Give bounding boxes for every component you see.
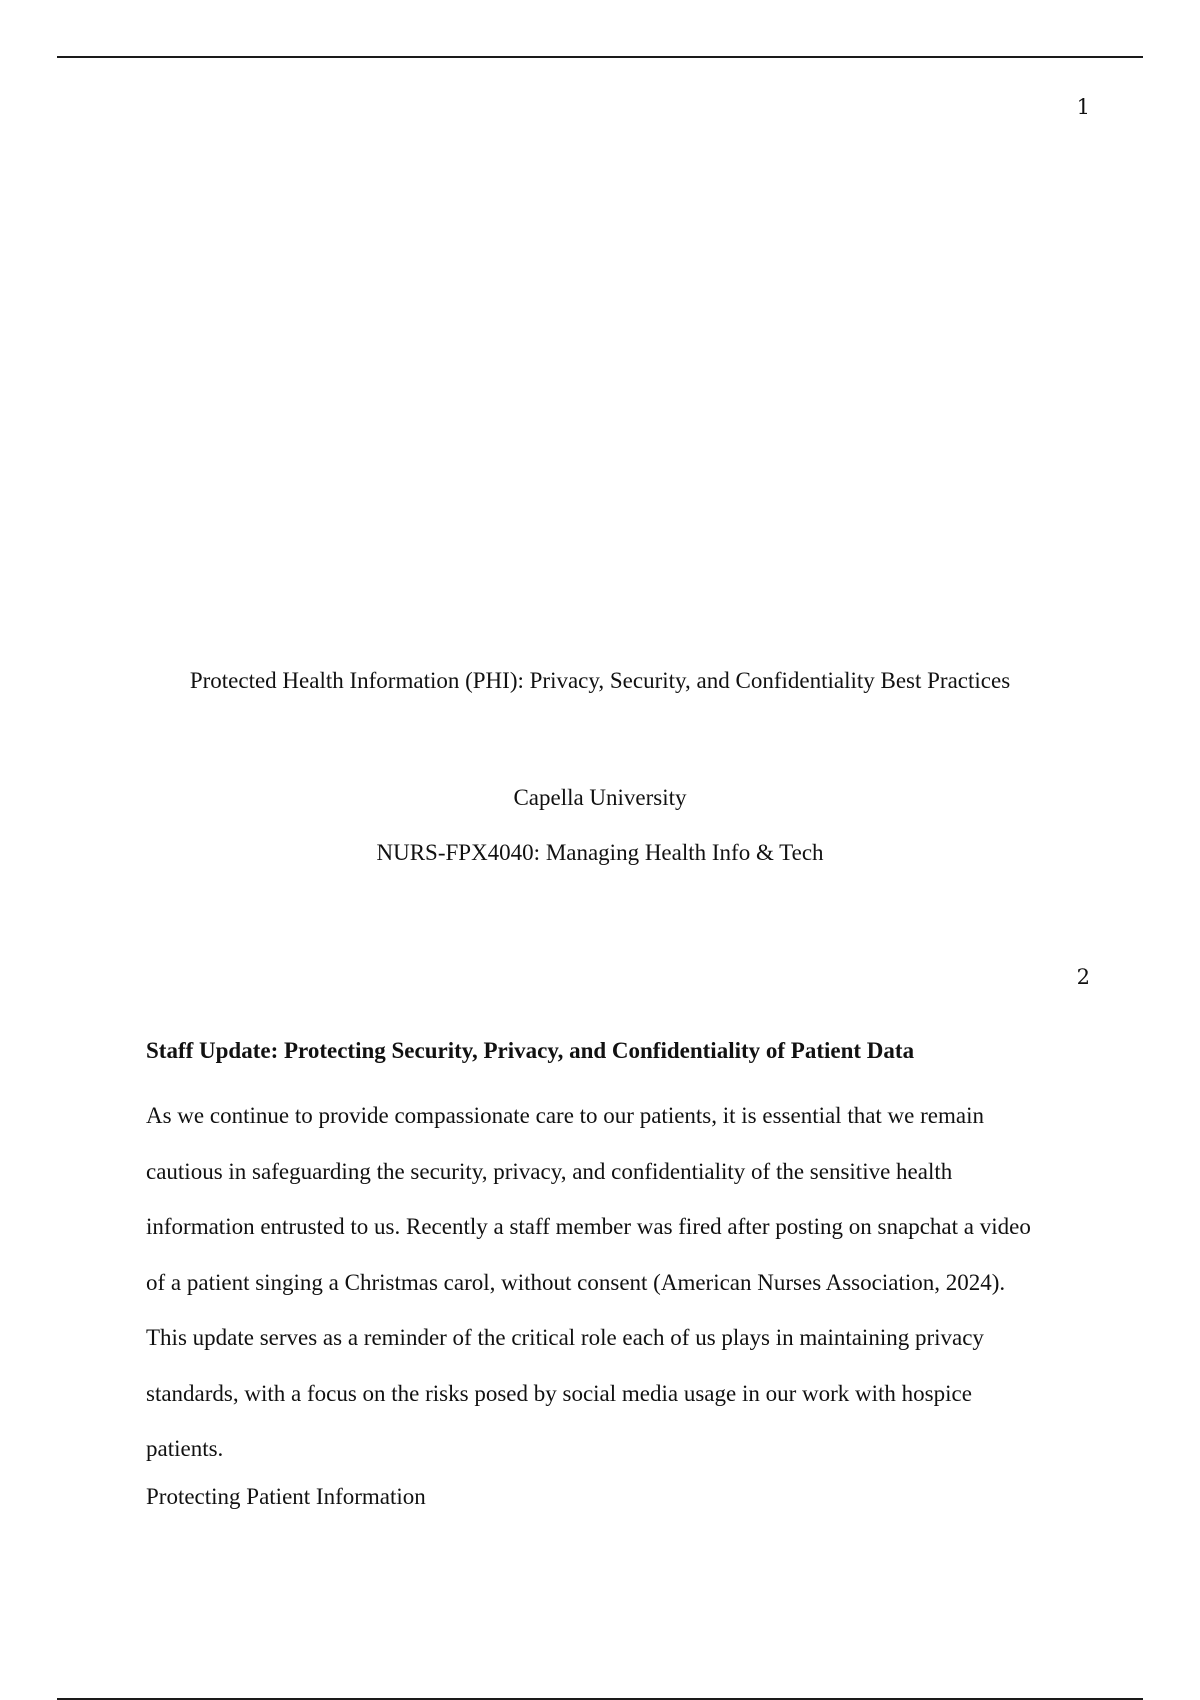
sub-heading: Protecting Patient Information (146, 1484, 426, 1509)
section-heading: Staff Update: Protecting Security, Privacy, and Confidentiality of Patient Data (146, 1038, 915, 1063)
paragraph-line: As we continue to provide compassionate care to our patients, it is essential that we remain (146, 1103, 984, 1128)
paragraph-line: patients. (146, 1436, 224, 1461)
paragraph-line: cautious in safeguarding the security, privacy, and confidentiality of the sensitive health (146, 1158, 953, 1184)
body-paragraph (146, 1088, 1086, 1477)
paragraph-line: information entrusted to us. Recently a staff member was fired after posting on snapchat a video (146, 1214, 1031, 1239)
paragraph-line: This update serves as a reminder of the critical role each of us plays in maintaining privacy (146, 1325, 984, 1350)
paper-title: Protected Health Information (PHI): Privacy, Security, and Confidentiality Best Practices (189, 668, 1011, 693)
institution-name: Capella University (513, 785, 687, 810)
page-top-rule (57, 56, 1143, 58)
course-name: NURS-FPX4040: Managing Health Info & Tech (376, 840, 824, 865)
page-number: 2 (1076, 965, 1090, 989)
paragraph-line: standards, with a focus on the risks posed by social media usage in our work with hospice (146, 1380, 972, 1406)
page-number: 1 (1076, 95, 1090, 119)
paragraph-line: of a patient singing a Christmas carol, without consent (American Nurses Association, 2024). (146, 1269, 1006, 1295)
